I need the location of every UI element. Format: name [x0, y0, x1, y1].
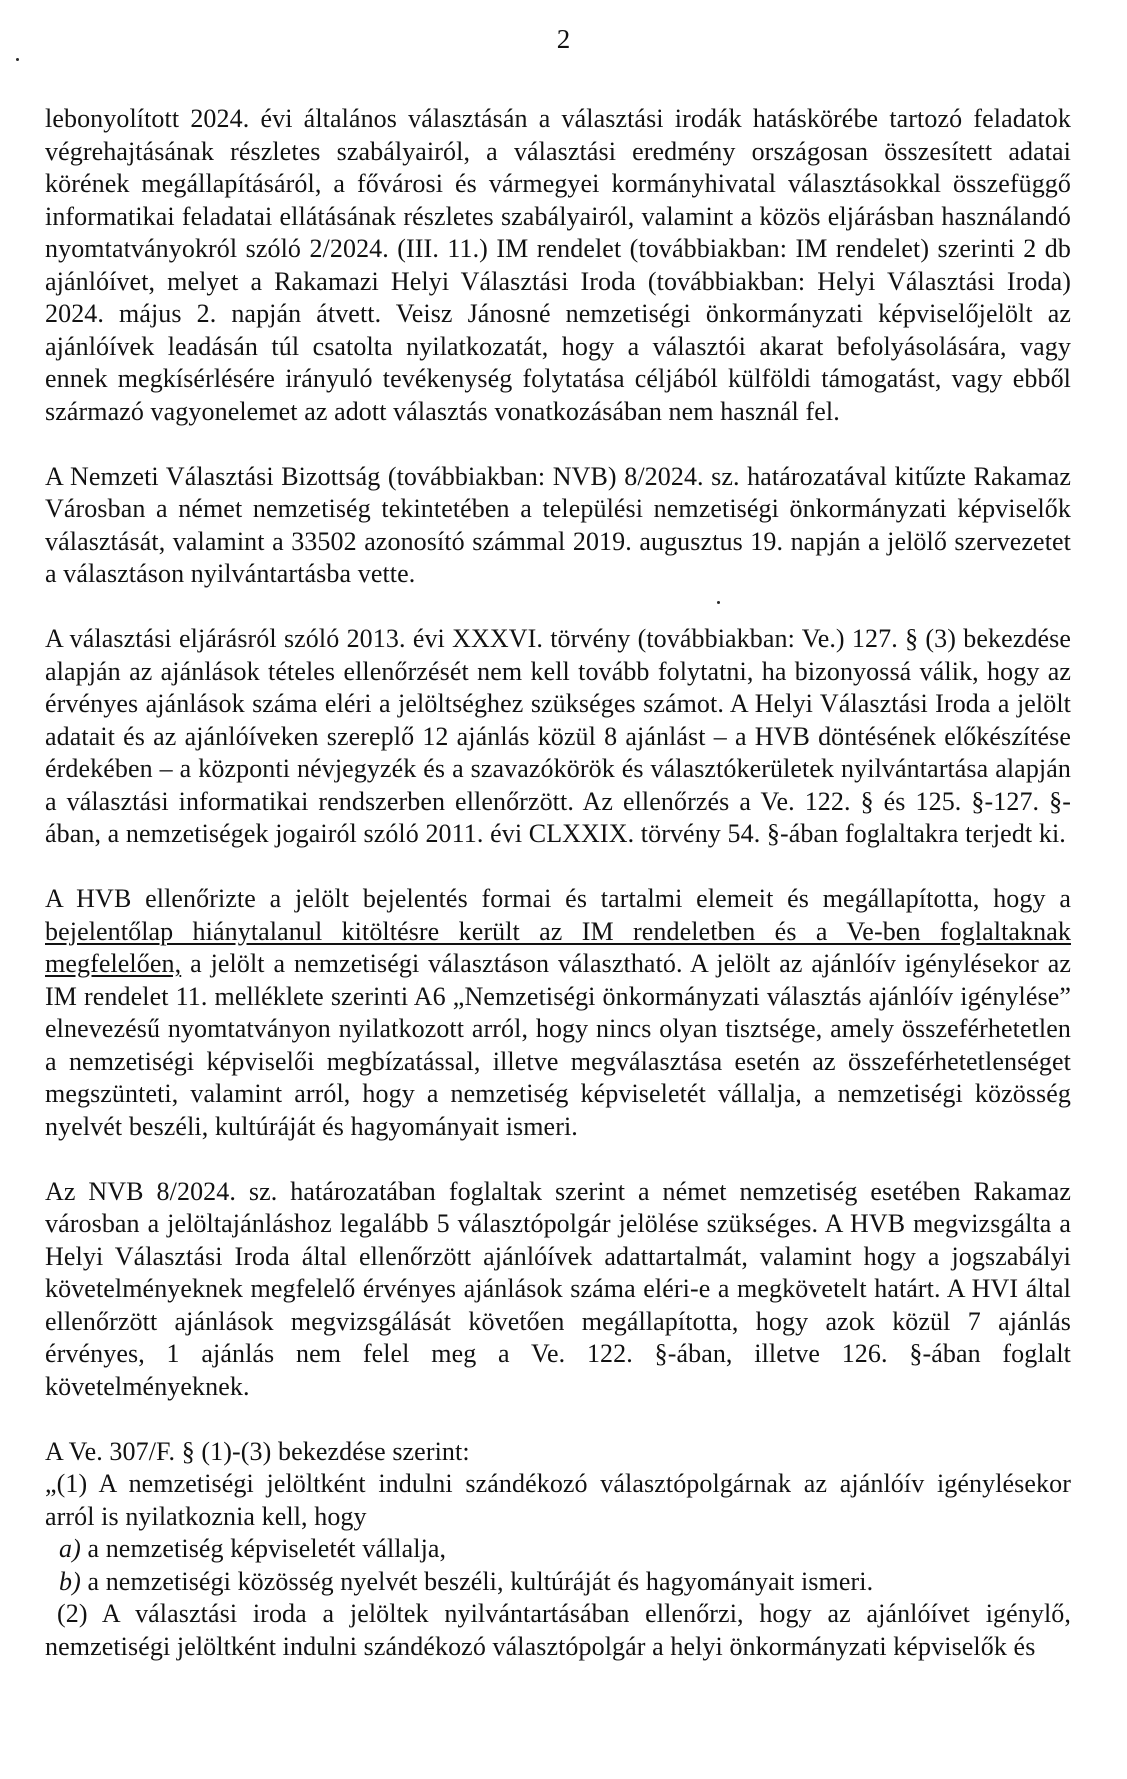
page-number: 2	[556, 24, 571, 54]
paragraph-1: lebonyolított 2024. évi általános választásán a választási irodák hatáskörébe tartozó feladatok végrehajtásának részletes szabályairól, a választási eredmény országosan összesített adatai körének megállapításáról, a fővárosi és vármegyei kormányhivatal választásokkal összefüggő informatikai feladatai ellátásának részletes szabályairól, valamint a közös eljárásban használandó nyomtatványokról szóló 2/2024. (III. 11.) IM rendelet (továbbiakban: IM rendelet) szerinti 2 db ajánlóívet, melyet a Rakamazi Helyi Választási Iroda (továbbiakban: Helyi Választási Iroda) 2024. május 2. napján átvett. Veisz Jánosné nemzetiségi önkormányzati képviselőjelölt az ajánlóívek leadásán túl csatolta nyilatkozatát, hogy a választói akarat befolyásolására, vagy ennek megkísérlésére irányuló tevékenység folytatása céljából külföldi támogatást, vagy ebből származó vagyonelemet az adott választás vonatkozásában nem használ fel.	[45, 104, 1071, 426]
paragraph-4-underlined-phrase: bejelentőlap hiánytalanul kitöltésre került az IM rendeletben és a Ve-ben foglaltaknak megfelelően,	[45, 916, 1071, 978]
statute-quote-item-b	[45, 1566, 1071, 1599]
statute-quote-item-a	[45, 1533, 1071, 1566]
statute-quote-intro: A Ve. 307/F. § (1)-(3) bekezdése szerint:	[45, 1436, 470, 1466]
item-b-text: a nemzetiségi közösség nyelvét beszéli, kultúráját és hagyományait ismeri.	[80, 1566, 874, 1596]
item-a-marker: a)	[59, 1534, 81, 1563]
paragraph-4-rest: a jelölt a nemzetiségi választáson választható. A jelölt az ajánlóív igénylésekor az IM rendelet 11. melléklete szerinti A6 „Nemzetiségi önkormányzati választás ajánlóív igénylése” elnevezésű nyomtatványon nyilatkozott arról, hogy nincs olyan tisztsége, amely összeférhetetlen a nemzetiségi képviselői megbízatással, illetve megválasztása esetén az összeférhetetlenséget megszünteti, valamint arról, hogy a nemzetiség képviseletét vállalja, a nemzetiségi közösség nyelvét beszéli, kultúráját és hagyományait ismeri.	[45, 949, 1071, 1141]
statute-quote-subsection-1: „(1) A nemzetiségi jelöltként indulni szándékozó választópolgárnak az ajánlóív igénylésekor arról is nyilatkoznia kell, hogy	[45, 1469, 1071, 1531]
paragraph-4-lead: A HVB ellenőrizte a jelölt bejelentés formai és tartalmi elemeit és megállapította, hogy a	[45, 884, 1071, 913]
item-b-marker: b)	[59, 1566, 81, 1596]
paragraph-5: Az NVB 8/2024. sz. határozatában foglaltak szerint a német nemzetiség esetében Rakamaz városban a jelöltajánláshoz legalább 5 választópolgár jelölése szükséges. A HVB megvizsgálta a Helyi Választási Iroda által ellenőrzött ajánlóívek adattartalmát, valamint hogy a jogszabályi követelményeknek megfelelő érvényes ajánlások száma eléri-e a megkövetelt határt. A HVI által ellenőrzött ajánlások megvizsgálását követően megállapította, hogy azok közül 7 ajánlás érvényes, 1 ajánlás nem felel meg a Ve. 122. §-ában, illetve 126. §-ában foglalt követelményeknek.	[45, 1176, 1071, 1401]
paragraph-4	[45, 883, 1071, 1143]
paragraph-2: A Nemzeti Választási Bizottság (továbbiakban: NVB) 8/2024. sz. határozatával kitűzte Rakamaz Városban a német nemzetiség tekintetében a települési nemzetiségi önkormányzati képviselők választását, valamint a 33502 azonosító számmal 2019. augusztus 19. napján a jelölő szervezetet a választáson nyilvántartásba vette.	[45, 461, 1071, 588]
item-a-text: a nemzetiség képviseletét vállalja,	[80, 1534, 447, 1563]
document-body	[45, 103, 1071, 1663]
scan-speck	[16, 58, 19, 61]
paragraph-3: A választási eljárásról szóló 2013. évi XXXVI. törvény (továbbiakban: Ve.) 127. § (3) bekezdése alapján az ajánlások tételes ellenőrzését nem kell tovább folytatni, ha bizonyossá válik, hogy az érvényes ajánlások száma eléri a jelöltséghez szükséges számot. A Helyi Választási Iroda a jelölt adatait és az ajánlóíveken szereplő 12 ajánlás közül 8 ajánlást – a HVB döntésének előkészítése érdekében – a központi névjegyzék és a szavazókörök és választókerületek nyilvántartása alapján a választási informatikai rendszerben ellenőrzött. Az ellenőrzés a Ve. 122. § és 125. §-127. §-ában, a nemzetiségek jogairól szóló 2011. évi CLXXIX. törvény 54. §-ában foglaltakra terjedt ki.	[45, 624, 1071, 848]
statute-quote-subsection-2: (2) A választási iroda a jelöltek nyilvántartásában ellenőrzi, hogy az ajánlóívet igénylő, nemzetiségi jelöltként indulni szándékozó választópolgár a helyi önkormányzati képviselők és	[45, 1599, 1071, 1661]
